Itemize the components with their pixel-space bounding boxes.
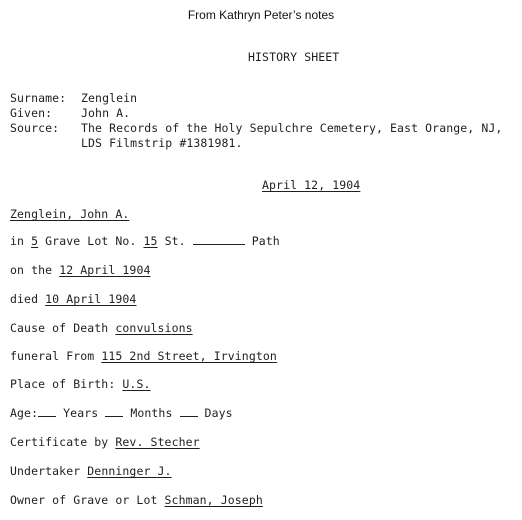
age-months-label: Months (130, 406, 173, 420)
grave-number: 5 (31, 234, 39, 248)
death-date-row (10, 292, 136, 306)
age-label: Age: (10, 406, 39, 420)
death-date-value: 10 April 1904 (45, 292, 137, 306)
grave-lot-label: Grave Lot No. (45, 234, 137, 248)
interment-date-label: on the (10, 263, 53, 277)
name-line: Zenglein, John A. (10, 207, 130, 221)
certificate-row (10, 435, 200, 449)
cause-value: convulsions (115, 321, 193, 335)
age-years-blank (38, 415, 56, 417)
street-blank (193, 243, 245, 245)
cause-row (10, 321, 193, 335)
age-months-blank (105, 415, 123, 417)
surname-row (10, 91, 137, 105)
age-years-label: Years (63, 406, 99, 420)
source-value-line1: The Records of the Holy Sepulchre Cemetery, East Orange, NJ, (81, 121, 503, 135)
certificate-label: Certificate by (10, 435, 109, 449)
surname-label: Surname: (10, 91, 67, 105)
street-label: St. (164, 234, 186, 248)
source-row (10, 121, 502, 135)
source-value-line2: LDS Filmstrip #1381981. (81, 136, 243, 150)
interment-date-value: 12 April 1904 (59, 263, 151, 277)
surname-value: Zenglein (81, 91, 138, 105)
path-label: Path (251, 234, 280, 248)
owner-label: Owner of Grave or Lot (10, 493, 158, 507)
death-date-label: died (10, 292, 39, 306)
cause-label: Cause of Death (10, 321, 109, 335)
source-label: Source: (10, 121, 60, 135)
owner-row (10, 493, 263, 507)
certificate-value: Rev. Stecher (115, 435, 200, 449)
birthplace-value: U.S. (122, 377, 151, 391)
given-value: John A. (81, 106, 131, 120)
image-caption: From Kathryn Peter’s notes (187, 8, 335, 22)
grave-prefix: in (10, 234, 25, 248)
age-row (10, 406, 233, 420)
undertaker-row (10, 464, 172, 478)
birthplace-label: Place of Birth: (10, 377, 116, 391)
funeral-label: funeral From (10, 349, 95, 363)
date-heading: April 12, 1904 (262, 178, 361, 192)
given-label: Given: (10, 106, 53, 120)
funeral-row (10, 349, 277, 363)
undertaker-value: Denninger J. (87, 464, 172, 478)
grave-row (10, 234, 280, 248)
lot-number: 15 (143, 234, 158, 248)
age-days-blank (180, 415, 198, 417)
owner-value: Schman, Joseph (164, 493, 263, 507)
birthplace-row (10, 377, 151, 391)
interment-date-row (10, 263, 151, 277)
sheet-title: HISTORY SHEET (248, 50, 340, 64)
age-days-label: Days (204, 406, 233, 420)
given-row (10, 106, 130, 120)
undertaker-label: Undertaker (10, 464, 81, 478)
funeral-value: 115 2nd Street, Irvington (101, 349, 277, 363)
